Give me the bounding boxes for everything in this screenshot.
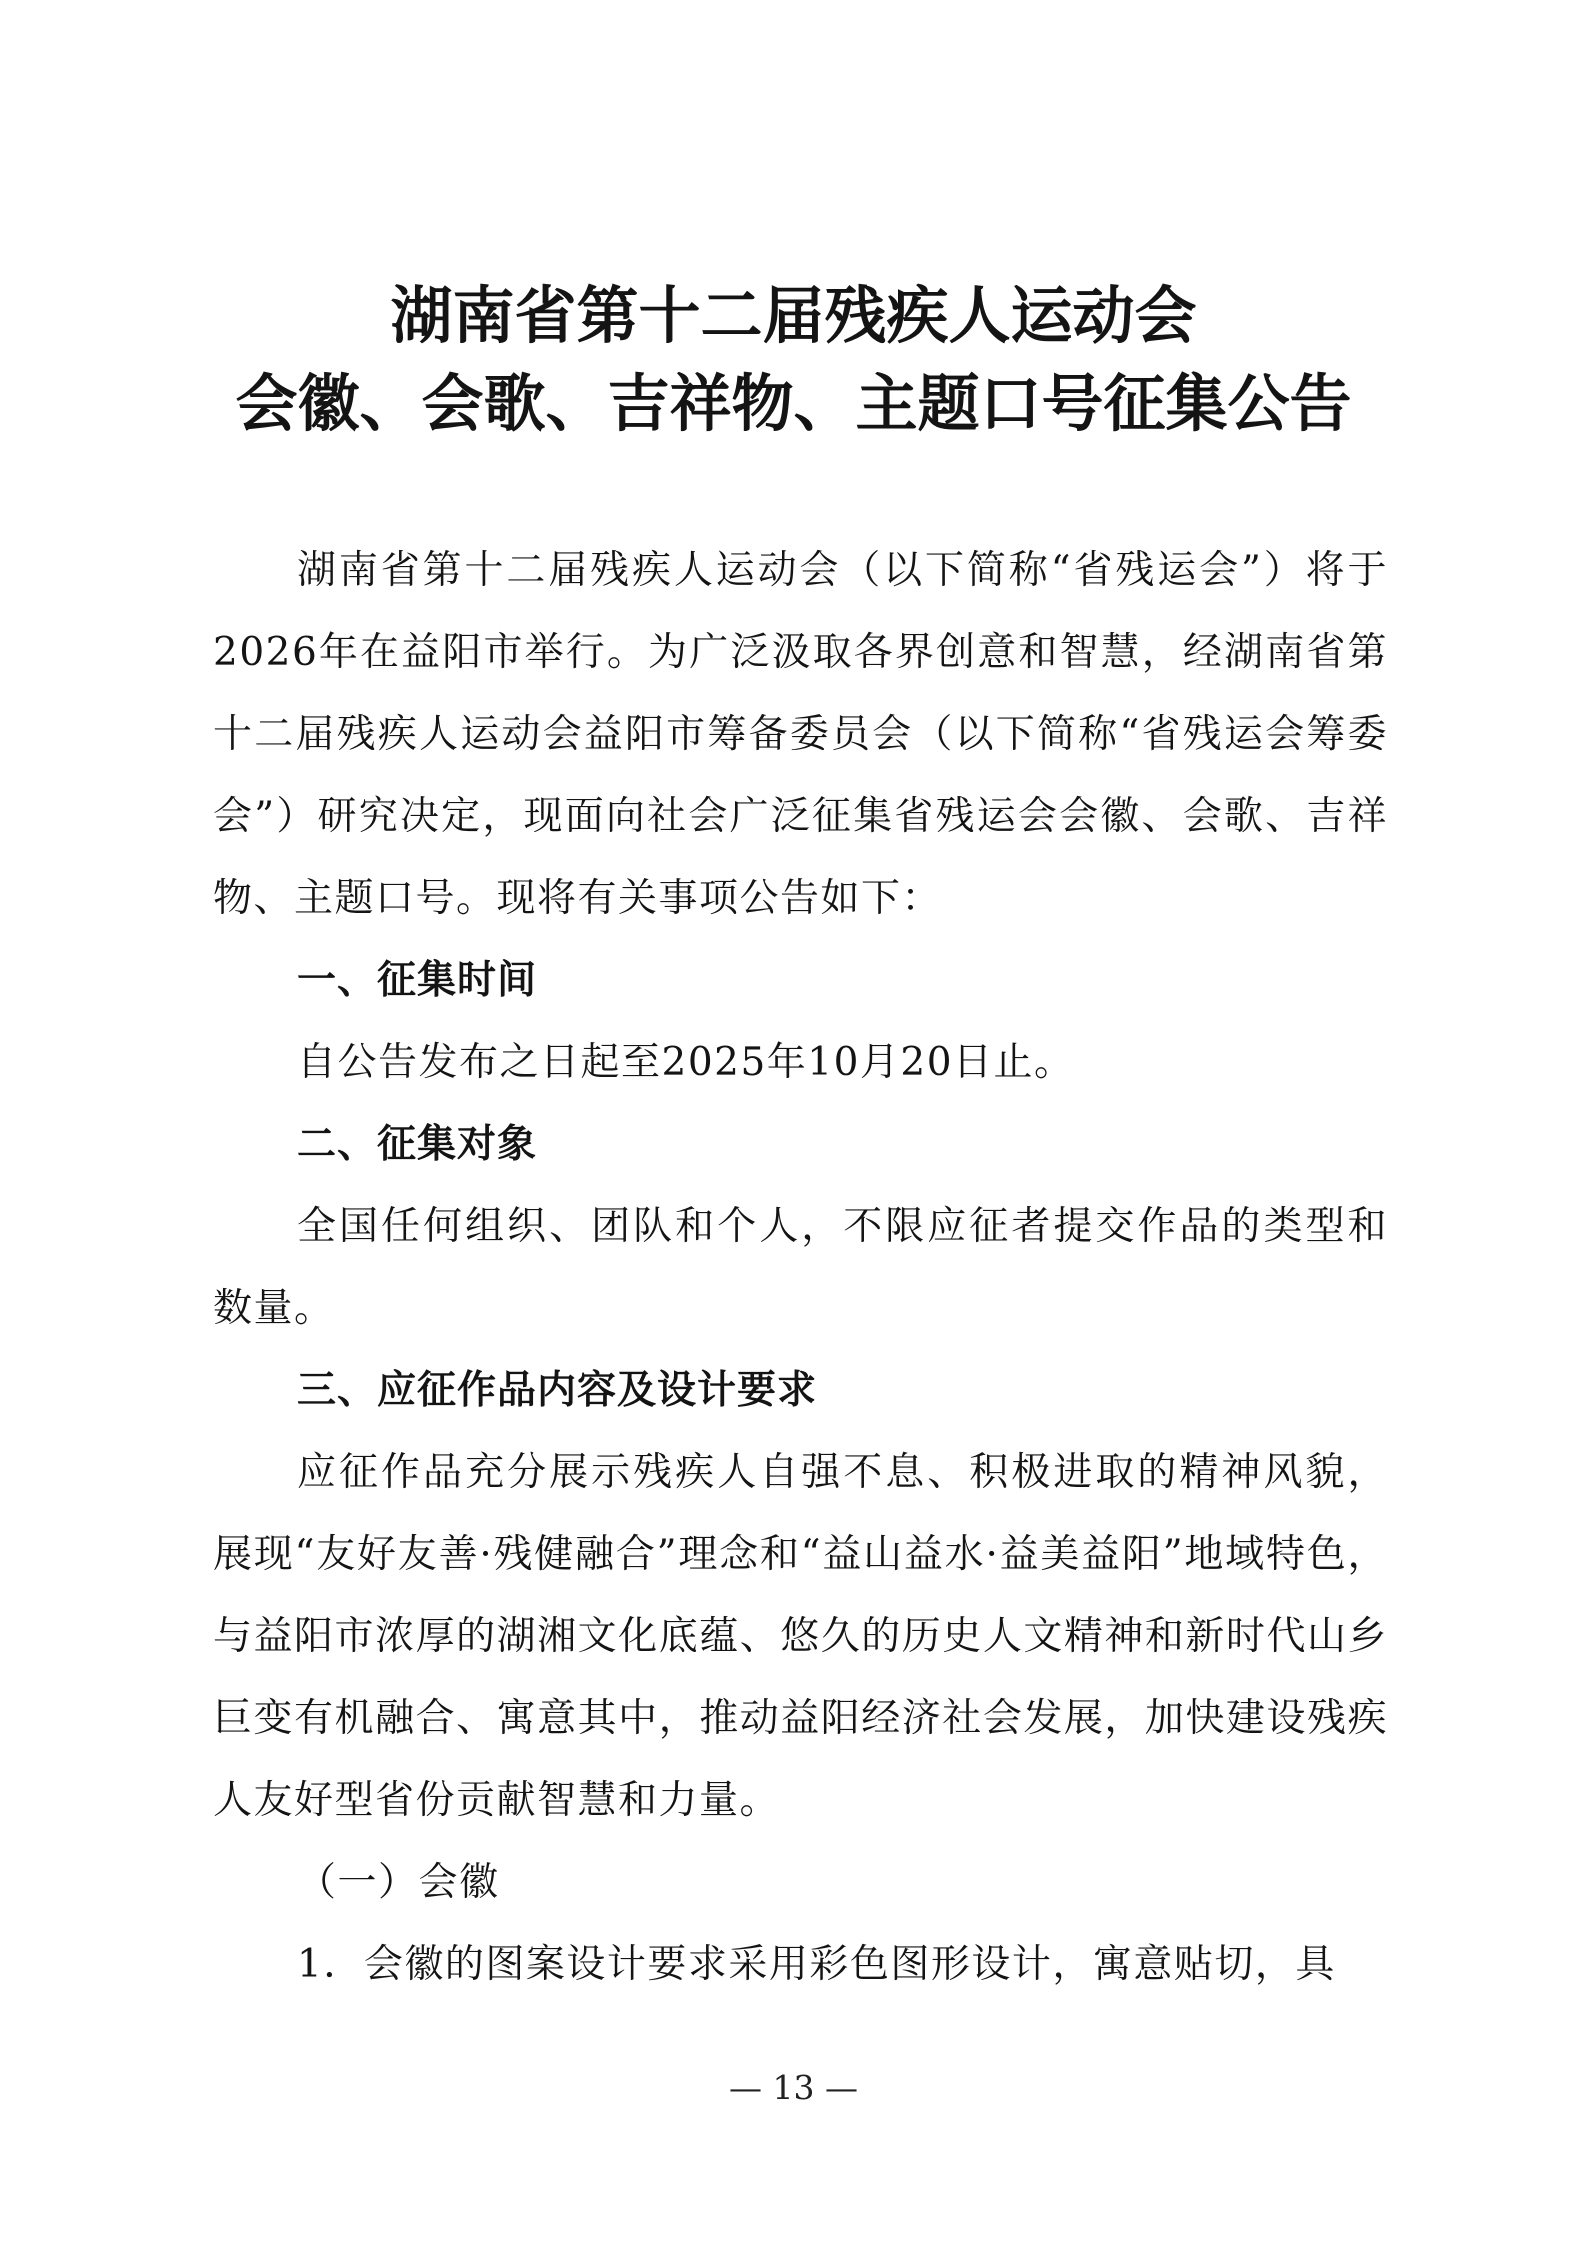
intro-paragraph: 湖南省第十二届残疾人运动会（以下简称“省残运会”）将于2026年在益阳市举行。为广泛汲取各界创意和智慧，经湖南省第十二届残疾人运动会益阳市筹备委员会（以下简称“省残运会筹委会”）研究决定，现面向社会广泛征集省残运会会徽、会歌、吉祥物、主题口号。现将有关事项公告如下： bbox=[213, 548, 1388, 921]
section-text-requirements: 应征作品充分展示残疾人自强不息、积极进取的精神风貌，展现“友好友善·残健融合”理念和“益山益水·益美益阳”地域特色，与益阳市浓厚的湖湘文化底蕴、悠久的历史人文精神和新时代山乡巨变有机融合、寓意其中，推动益阳经济社会发展，加快建设残疾人友好型省份贡献智慧和力量。 bbox=[213, 1450, 1388, 1823]
section-text-target: 全国任何组织、团队和个人，不限应征者提交作品的类型和数量。 bbox=[213, 1204, 1388, 1331]
subheading-emblem: （一）会徽 bbox=[297, 1860, 500, 1905]
section-heading-target: 二、征集对象 bbox=[297, 1122, 538, 1167]
title-line-1: 湖南省第十二届残疾人运动会 bbox=[390, 279, 1197, 352]
section-text-time: 自公告发布之日起至2025年10月20日止。 bbox=[297, 1040, 1075, 1085]
document-title bbox=[0, 272, 1587, 448]
emblem-item-1: 1．会徽的图案设计要求采用彩色图形设计，寓意贴切，具 bbox=[297, 1942, 1336, 1987]
page-number: — 13 — bbox=[729, 2068, 858, 2107]
document-body bbox=[213, 530, 1388, 2006]
title-line-2: 会徽、会歌、吉祥物、主题口号征集公告 bbox=[235, 367, 1352, 440]
section-heading-requirements: 三、应征作品内容及设计要求 bbox=[297, 1368, 818, 1413]
section-heading-time: 一、征集时间 bbox=[297, 958, 538, 1003]
